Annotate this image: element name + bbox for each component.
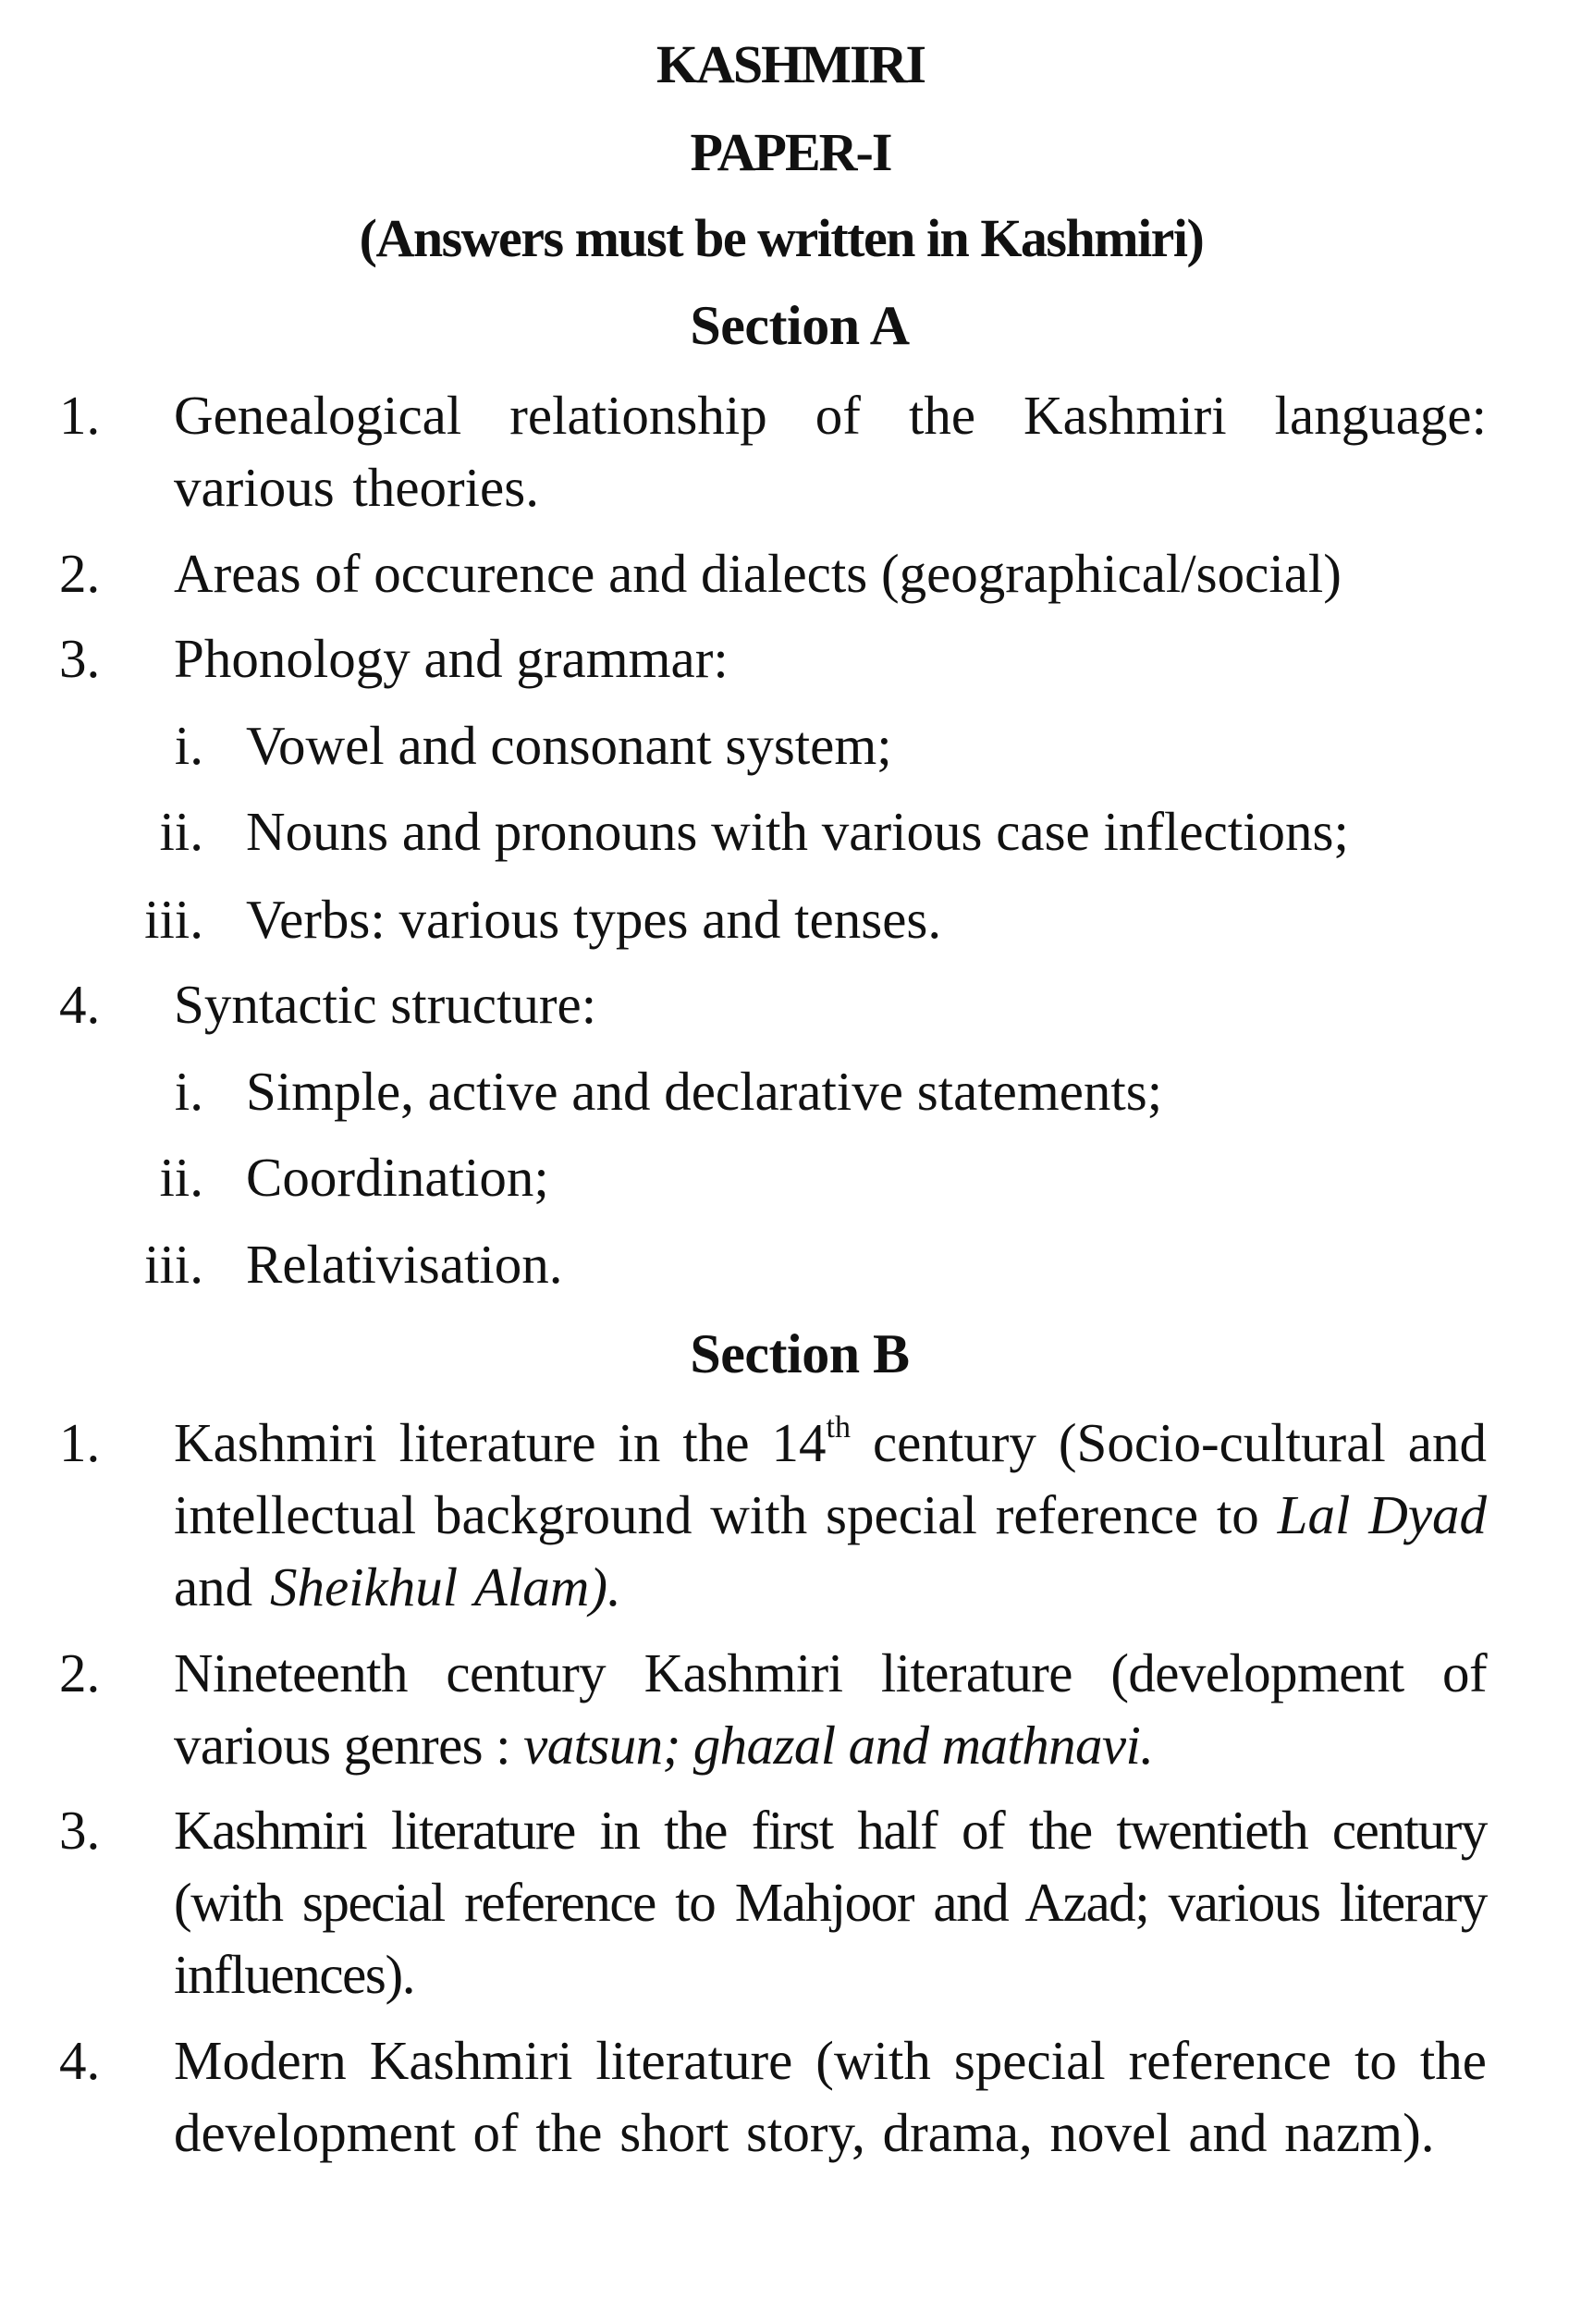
item-text: Areas of occurence and dialects (geographical/social) bbox=[174, 543, 1342, 604]
sub-item-text: Vowel and consonant system; bbox=[246, 715, 892, 776]
sub-item-text: Verbs: various types and tenses. bbox=[246, 889, 942, 950]
item-number: 3. bbox=[59, 1800, 101, 1861]
item-text bbox=[174, 1637, 1487, 1781]
answer-language-note: (Answers must be written in Kashmiri) bbox=[359, 208, 1204, 268]
sub-item-number: ii. bbox=[159, 801, 203, 862]
sub-item-number: ii. bbox=[159, 1147, 203, 1208]
item-text: Syntactic structure: bbox=[174, 974, 597, 1035]
sub-item-number: i. bbox=[174, 715, 203, 776]
item-number: 2. bbox=[59, 543, 101, 604]
text-segment: century (Socio-cultural and intellectual background with special reference to bbox=[174, 1412, 1487, 1545]
ordinal-superscript: th bbox=[826, 1410, 851, 1445]
item-text: Modern Kashmiri literature (with special reference to the development of the short story, drama, novel and nazm). bbox=[174, 2030, 1487, 2163]
sub-item-text: Simple, active and declarative statements; bbox=[246, 1061, 1163, 1122]
item-text: Genealogical relationship of the Kashmiri language: various theories. bbox=[174, 385, 1487, 518]
italic-name: Lal Dyad bbox=[1277, 1484, 1487, 1545]
text-segment: and bbox=[174, 1556, 270, 1617]
italic-name: Sheikhul Alam). bbox=[269, 1556, 621, 1617]
section-b-heading: Section B bbox=[690, 1323, 910, 1384]
italic-genres: vatsun; ghazal and mathnavi. bbox=[523, 1715, 1154, 1776]
sub-item-text: Relativisation. bbox=[246, 1234, 563, 1295]
item-number: 3. bbox=[59, 628, 101, 689]
sub-item-text: Coordination; bbox=[246, 1147, 549, 1208]
item-number: 4. bbox=[59, 974, 101, 1035]
item-number: 1. bbox=[59, 1412, 101, 1473]
text-segment: Nineteenth century Kashmiri literature (development of various genres : bbox=[174, 1642, 1487, 1776]
subject-title: KASHMIRI bbox=[656, 34, 925, 94]
paper-title: PAPER-I bbox=[690, 122, 891, 182]
sub-item-text: Nouns and pronouns with various case inflections; bbox=[246, 801, 1349, 862]
item-number: 4. bbox=[59, 2030, 101, 2091]
sub-item-number: iii. bbox=[144, 1234, 203, 1295]
item-text: Kashmiri literature in the first half of the twentieth century (with special reference to Mahjoor and Azad; various literary influences). bbox=[174, 1800, 1487, 2005]
item-number: 1. bbox=[59, 385, 101, 446]
sub-item-number: iii. bbox=[144, 889, 203, 950]
item-number: 2. bbox=[59, 1642, 101, 1703]
item-text bbox=[174, 1407, 1487, 1623]
section-a-heading: Section A bbox=[690, 295, 910, 356]
text-segment: Kashmiri literature in the 14 bbox=[174, 1412, 827, 1473]
item-text: Phonology and grammar: bbox=[174, 628, 729, 689]
sub-item-number: i. bbox=[174, 1061, 203, 1122]
